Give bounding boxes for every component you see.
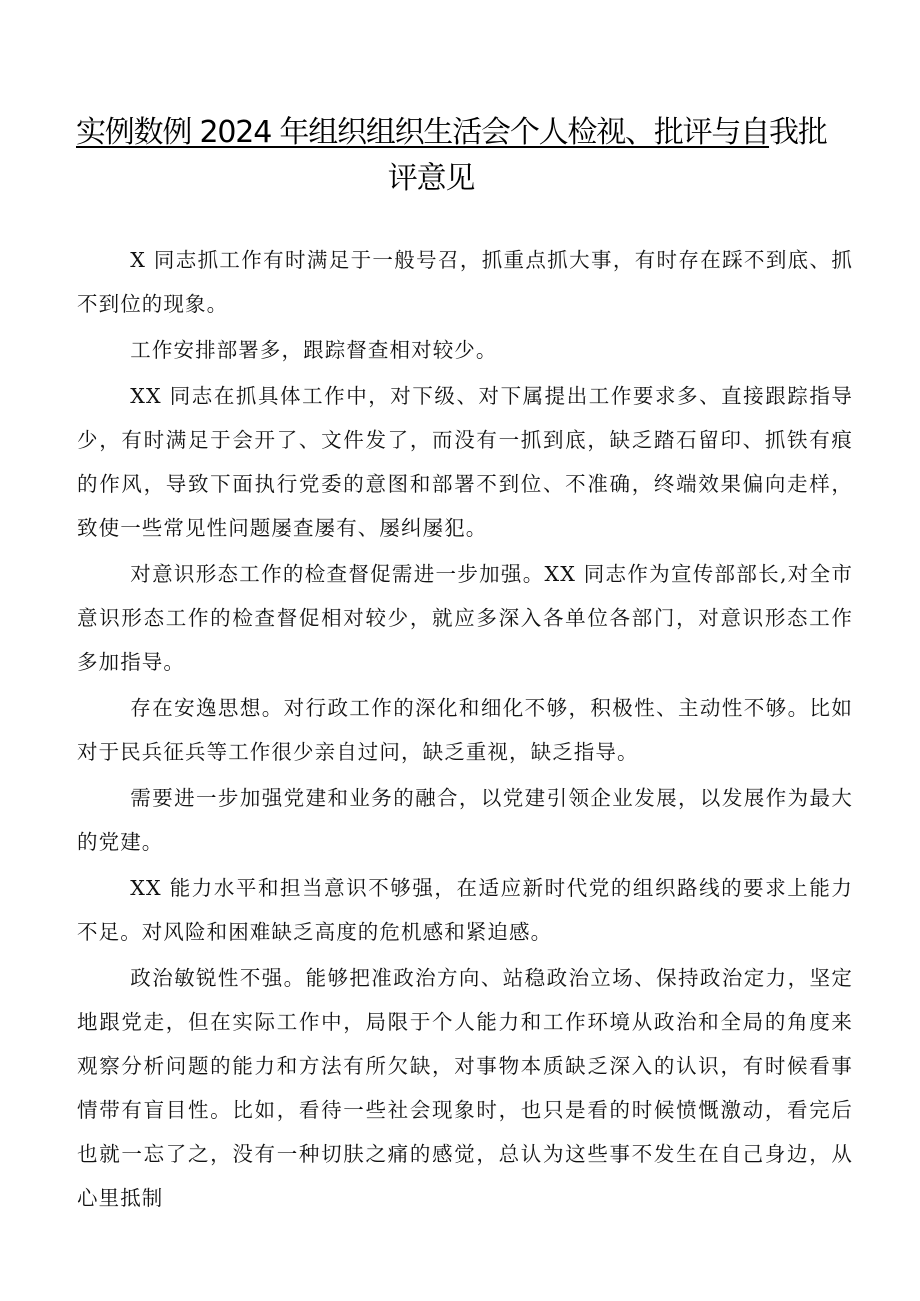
- document-body: [77, 238, 853, 1222]
- paragraph: 需要进一步加强党建和业务的融合，以党建引领企业发展，以发展作为最大的党建。: [77, 786, 853, 854]
- paragraph: X 同志抓工作有时满足于一般号召，抓重点抓大事，有时存在踩不到底、抓不到位的现象。: [77, 248, 853, 316]
- paragraph: 政治敏锐性不强。能够把准政治方向、站稳政治立场、保持政治定力，坚定地跟党走，但在实际工作中，局限于个人能力和工作环境从政治和全局的角度来观察分析问题的能力和方法有所欠缺，对事物本质缺乏深入的认识，有时候看事情带有盲目性。比如，看待一些社会现象时，也只是看的时候愤慨激动，看完后也就一忘了之，没有一种切肤之痛的感觉，总认为这些事不发生在自己身边，从心里抵制: [77, 966, 853, 1210]
- title-line-2: 评意见: [387, 161, 475, 196]
- title-underlined-part: 实例数例 2024 年组织组织生活会个人检视、批评与自: [76, 115, 770, 150]
- paragraph: 工作安排部署多，跟踪督查相对较少。: [130, 338, 498, 362]
- paragraph: XX 能力水平和担当意识不够强，在适应新时代党的组织路线的要求上能力不足。对风险和困难缺乏高度的危机感和紧迫感。: [77, 876, 853, 944]
- paragraph: 存在安逸思想。对行政工作的深化和细化不够，积极性、主动性不够。比如对于民兵征兵等工作很少亲自过问，缺乏重视，缺乏指导。: [77, 696, 853, 764]
- document-title: [76, 110, 846, 202]
- paragraph: 对意识形态工作的检查督促需进一步加强。XX 同志作为宣传部部长,对全市意识形态工作的检查督促相对较少，就应多深入各单位各部门，对意识形态工作多加指导。: [77, 562, 853, 674]
- paragraph: XX 同志在抓具体工作中，对下级、对下属提出工作要求多、直接跟踪指导少，有时满足于会开了、文件发了，而没有一抓到底，缺乏踏石留印、抓铁有痕的作风，导致下面执行党委的意图和部署不到位、不准确，终端效果偏向走样，致使一些常见性问题屡查屡有、屡纠屡犯。: [77, 384, 853, 540]
- title-rest-part: 我批: [769, 115, 827, 150]
